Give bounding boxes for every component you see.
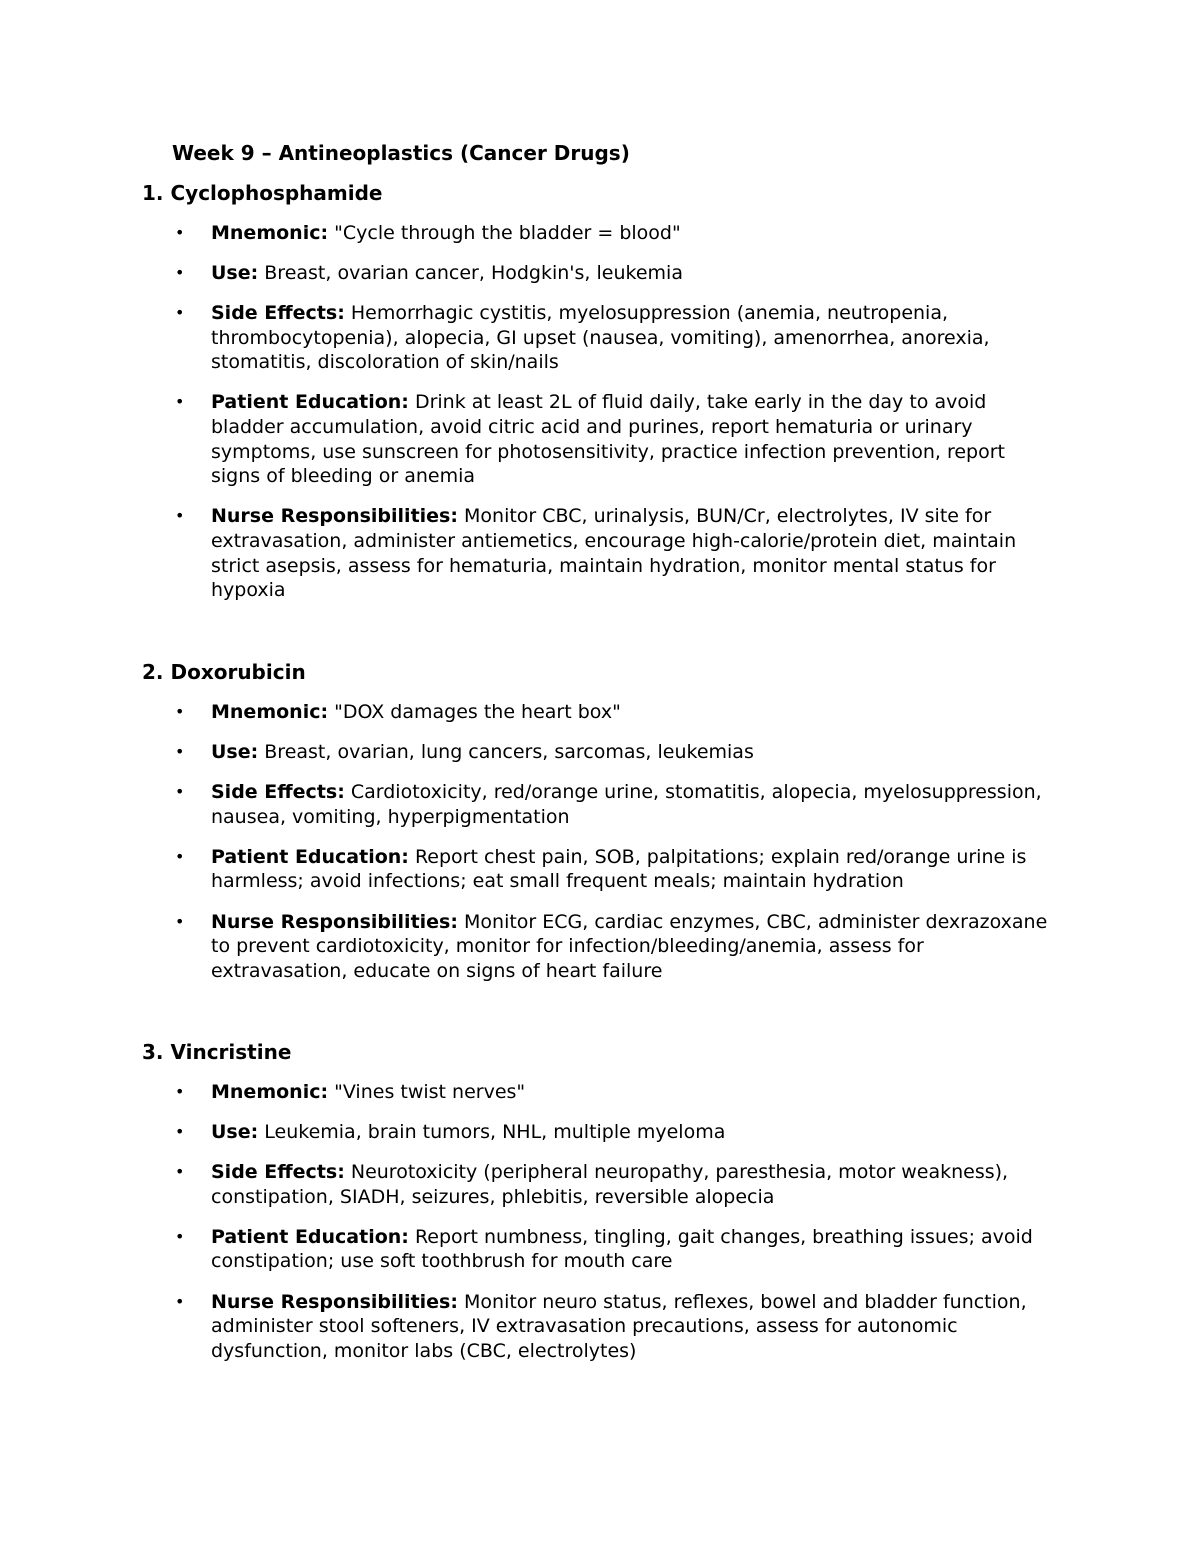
page-title: Week 9 – Antineoplastics (Cancer Drugs) bbox=[172, 141, 630, 165]
drug-heading-cyclophosphamide: 1. Cyclophosphamide bbox=[142, 181, 383, 205]
item-label: Use: bbox=[211, 262, 259, 285]
item-text: Breast, ovarian, lung cancers, sarcomas, leukemias bbox=[258, 741, 754, 764]
item-text: Neurotoxicity (peripheral neuropathy, paresthesia, motor weakness), constipation, SIADH, seizures, phlebitis, reversible alopecia bbox=[211, 1161, 1009, 1208]
item-text: "DOX damages the heart box" bbox=[328, 701, 621, 723]
list-item bbox=[0, 740, 1200, 765]
item-label: Mnemonic: bbox=[211, 701, 329, 723]
item-text: Leukemia, brain tumors, NHL, multiple myeloma bbox=[258, 1121, 726, 1144]
bullet-icon: • bbox=[175, 911, 185, 931]
bullet-icon: • bbox=[175, 392, 185, 412]
bullet-icon: • bbox=[175, 1291, 185, 1311]
item-label: Nurse Responsibilities: bbox=[211, 910, 458, 933]
bullet-icon: • bbox=[175, 782, 185, 802]
list-item bbox=[0, 221, 1200, 246]
item-text: Monitor neuro status, reflexes, bowel and bladder function, administer stool softeners, IV extravasation precautions, assess for autonomic dysfunction, monitor labs (CBC, electrolytes) bbox=[211, 1290, 1027, 1362]
list-item bbox=[0, 1080, 1200, 1105]
list-item bbox=[0, 780, 1200, 829]
bullet-list-vincristine bbox=[0, 1080, 1200, 1379]
bullet-icon: • bbox=[175, 742, 185, 762]
item-label: Side Effects: bbox=[211, 1161, 345, 1184]
bullet-icon: • bbox=[175, 506, 185, 526]
item-text: Report numbness, tingling, gait changes, breathing issues; avoid constipation; use soft toothbrush for mouth care bbox=[211, 1225, 1033, 1273]
drug-heading-vincristine: 3. Vincristine bbox=[142, 1040, 292, 1064]
bullet-list-doxorubicin bbox=[0, 700, 1200, 999]
item-label: Nurse Responsibilities: bbox=[211, 505, 458, 528]
item-label: Patient Education: bbox=[211, 845, 409, 868]
bullet-icon: • bbox=[175, 1162, 185, 1182]
item-label: Use: bbox=[211, 741, 259, 764]
bullet-list-cyclophosphamide bbox=[0, 221, 1200, 618]
bullet-icon: • bbox=[175, 1122, 185, 1142]
list-item bbox=[0, 845, 1200, 894]
list-item bbox=[0, 1160, 1200, 1209]
bullet-icon: • bbox=[175, 1082, 185, 1101]
item-text: Breast, ovarian cancer, Hodgkin's, leukemia bbox=[258, 262, 683, 285]
item-text: Hemorrhagic cystitis, myelosuppression (anemia, neutropenia, thrombocytopenia), alopecia, GI upset (nausea, vomiting), amenorrhea, anorexia, stomatitis, discoloration of skin/nails bbox=[211, 302, 990, 374]
list-item bbox=[0, 390, 1200, 488]
list-item bbox=[0, 700, 1200, 725]
list-item bbox=[0, 301, 1200, 375]
item-label: Patient Education: bbox=[211, 1225, 409, 1248]
bullet-icon: • bbox=[175, 263, 185, 283]
item-label: Side Effects: bbox=[211, 781, 345, 804]
list-item bbox=[0, 1225, 1200, 1274]
item-text: Cardiotoxicity, red/orange urine, stomatitis, alopecia, myelosuppression, nausea, vomiting, hyperpigmentation bbox=[211, 781, 1042, 828]
item-text: Monitor ECG, cardiac enzymes, CBC, administer dexrazoxane to prevent cardiotoxicity, monitor for infection/bleeding/anemia, assess for extravasation, educate on signs of heart failure bbox=[211, 910, 1048, 982]
item-text: Drink at least 2L of fluid daily, take early in the day to avoid bladder accumulation, avoid citric acid and purines, report hematuria or urinary symptoms, use sunscreen for photosensitivity, practice infection prevention, report signs of bleeding or anemia bbox=[211, 391, 1005, 488]
bullet-icon: • bbox=[175, 1226, 185, 1246]
item-text: Report chest pain, SOB, palpitations; explain red/orange urine is harmless; avoid infections; eat small frequent meals; maintain hydration bbox=[211, 845, 1027, 893]
item-text: Monitor CBC, urinalysis, BUN/Cr, electrolytes, IV site for extravasation, administer antiemetics, encourage high-calorie/protein diet, maintain strict asepsis, assess for hematuria, maintain hydration, monitor mental status for hypoxia bbox=[211, 505, 1017, 602]
list-item bbox=[0, 261, 1200, 286]
bullet-icon: • bbox=[175, 702, 185, 721]
bullet-icon: • bbox=[175, 846, 185, 866]
bullet-icon: • bbox=[175, 223, 185, 242]
drug-heading-doxorubicin: 2. Doxorubicin bbox=[142, 660, 306, 684]
item-label: Nurse Responsibilities: bbox=[211, 1290, 458, 1313]
item-label: Side Effects: bbox=[211, 302, 345, 325]
item-label: Mnemonic: bbox=[211, 1081, 329, 1103]
list-item bbox=[0, 910, 1200, 984]
item-label: Use: bbox=[211, 1121, 259, 1144]
list-item bbox=[0, 1120, 1200, 1145]
list-item bbox=[0, 504, 1200, 602]
item-text: "Vines twist nerves" bbox=[328, 1081, 526, 1103]
item-text: "Cycle through the bladder = blood" bbox=[328, 222, 681, 244]
item-label: Mnemonic: bbox=[211, 222, 329, 244]
list-item bbox=[0, 1290, 1200, 1364]
item-label: Patient Education: bbox=[211, 391, 409, 414]
bullet-icon: • bbox=[175, 303, 185, 323]
